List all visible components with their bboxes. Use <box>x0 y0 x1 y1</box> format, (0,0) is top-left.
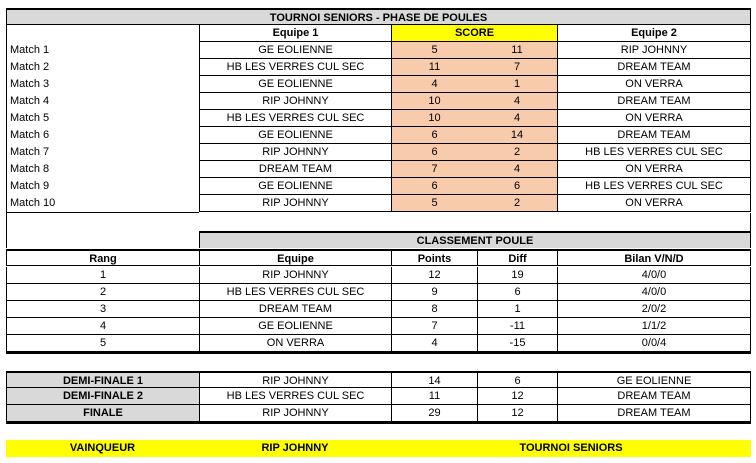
header-equipe[interactable]: Equipe <box>199 249 391 266</box>
classement-row <box>6 335 751 352</box>
match-team1[interactable]: DREAM TEAM <box>199 161 391 178</box>
classement-bilan[interactable]: 4/0/0 <box>557 284 751 301</box>
final-score1[interactable]: 11 <box>391 388 477 405</box>
final-row <box>6 405 751 422</box>
classement-rang[interactable]: 4 <box>6 318 199 335</box>
classement-diff[interactable]: 6 <box>477 284 557 301</box>
header-team1[interactable]: Equipe 1 <box>199 25 391 42</box>
classement-row <box>6 301 751 318</box>
match-team2[interactable]: ON VERRA <box>557 161 751 178</box>
header-team2[interactable]: Equipe 2 <box>557 25 751 42</box>
match-score1[interactable]: 11 <box>391 59 477 76</box>
match-score1[interactable]: 4 <box>391 76 477 93</box>
match-label[interactable]: Match 10 <box>6 195 199 212</box>
classement-title[interactable]: CLASSEMENT POULE <box>199 231 751 248</box>
classement-points[interactable]: 4 <box>391 335 477 352</box>
classement-row <box>6 318 751 335</box>
match-team2[interactable]: DREAM TEAM <box>557 59 751 76</box>
match-score2[interactable]: 11 <box>477 42 557 59</box>
match-team2[interactable]: HB LES VERRES CUL SEC <box>557 178 751 195</box>
final-score2[interactable]: 6 <box>477 371 557 388</box>
classement-row <box>6 267 751 284</box>
match-team1[interactable]: GE EOLIENNE <box>199 127 391 144</box>
match-row <box>6 110 751 127</box>
classement-bilan[interactable]: 2/0/2 <box>557 301 751 318</box>
match-team1[interactable]: RIP JOHNNY <box>199 93 391 110</box>
match-team1[interactable]: RIP JOHNNY <box>199 195 391 212</box>
winner-tournament[interactable]: TOURNOI SENIORS <box>519 442 623 454</box>
classement-rang[interactable]: 1 <box>6 267 199 284</box>
spacer-row <box>6 213 751 231</box>
classement-rang[interactable]: 5 <box>6 335 199 352</box>
final-team2[interactable]: DREAM TEAM <box>557 388 751 405</box>
match-score2[interactable]: 1 <box>477 76 557 93</box>
blank-header-cell[interactable] <box>6 25 199 42</box>
final-team1[interactable]: RIP JOHNNY <box>199 371 391 388</box>
classement-points[interactable]: 8 <box>391 301 477 318</box>
classement-points[interactable]: 9 <box>391 284 477 301</box>
match-score2[interactable]: 4 <box>477 161 557 178</box>
winner-team[interactable]: RIP JOHNNY <box>261 442 329 454</box>
final-label[interactable]: DEMI-FINALE 2 <box>6 388 199 405</box>
match-score1[interactable]: 6 <box>391 127 477 144</box>
classement-equipe[interactable]: ON VERRA <box>199 335 391 352</box>
match-row <box>6 161 751 178</box>
classement-row <box>6 284 751 301</box>
match-label[interactable]: Match 2 <box>6 59 199 76</box>
classement-diff[interactable]: -15 <box>477 335 557 352</box>
match-score1[interactable]: 6 <box>391 178 477 195</box>
match-label[interactable]: Match 1 <box>6 42 199 59</box>
winner-row <box>6 440 751 457</box>
classement-header-row <box>6 249 751 266</box>
match-team2[interactable]: HB LES VERRES CUL SEC <box>557 144 751 161</box>
match-score1[interactable]: 10 <box>391 93 477 110</box>
match-score2[interactable]: 7 <box>477 59 557 76</box>
match-row <box>6 178 751 195</box>
header-bilan[interactable]: Bilan V/N/D <box>557 249 751 266</box>
match-team2[interactable]: RIP JOHNNY <box>557 42 751 59</box>
classement-title-row <box>6 231 751 248</box>
match-row <box>6 195 751 212</box>
match-score2[interactable]: 2 <box>477 144 557 161</box>
match-row <box>6 76 751 93</box>
classement-equipe[interactable]: HB LES VERRES CUL SEC <box>199 284 391 301</box>
classement-equipe[interactable]: GE EOLIENNE <box>199 318 391 335</box>
classement-bilan[interactable]: 4/0/0 <box>557 267 751 284</box>
final-team2[interactable]: DREAM TEAM <box>557 405 751 422</box>
winner-label[interactable]: VAINQUEUR <box>69 442 136 454</box>
classement-bilan[interactable]: 1/1/2 <box>557 318 751 335</box>
match-score2[interactable]: 4 <box>477 110 557 127</box>
match-team1[interactable]: GE EOLIENNE <box>199 42 391 59</box>
classement-diff[interactable]: -11 <box>477 318 557 335</box>
classement-equipe[interactable]: DREAM TEAM <box>199 301 391 318</box>
finals-bottom-border <box>6 422 751 424</box>
match-label[interactable]: Match 4 <box>6 93 199 110</box>
final-label[interactable]: DEMI-FINALE 1 <box>6 371 199 388</box>
classement-equipe[interactable]: RIP JOHNNY <box>199 267 391 284</box>
header-diff[interactable]: Diff <box>477 249 557 266</box>
classement-bottom-border <box>6 352 751 354</box>
header-rang[interactable]: Rang <box>6 249 199 266</box>
sheet-title[interactable]: TOURNOI SENIORS - PHASE DE POULES <box>6 8 751 25</box>
match-score1[interactable]: 6 <box>391 144 477 161</box>
match-label[interactable]: Match 8 <box>6 161 199 178</box>
match-header-row <box>6 25 751 42</box>
match-team2[interactable]: DREAM TEAM <box>557 127 751 144</box>
classement-points[interactable]: 7 <box>391 318 477 335</box>
classement-bilan[interactable]: 0/0/4 <box>557 335 751 352</box>
final-team2[interactable]: GE EOLIENNE <box>557 371 751 388</box>
final-score2[interactable]: 12 <box>477 405 557 422</box>
final-label[interactable]: FINALE <box>6 405 199 422</box>
match-team1[interactable]: GE EOLIENNE <box>199 178 391 195</box>
match-score2[interactable]: 4 <box>477 93 557 110</box>
match-label[interactable]: Match 6 <box>6 127 199 144</box>
match-label[interactable]: Match 7 <box>6 144 199 161</box>
match-row <box>6 127 751 144</box>
match-team2[interactable]: DREAM TEAM <box>557 93 751 110</box>
header-score[interactable]: SCORE <box>391 25 557 42</box>
final-score1[interactable]: 29 <box>391 405 477 422</box>
title-row <box>6 8 751 25</box>
classement-blank-cell[interactable] <box>6 231 199 248</box>
match-score2[interactable]: 2 <box>477 195 557 212</box>
match-label[interactable]: Match 3 <box>6 76 199 93</box>
match-team1[interactable]: HB LES VERRES CUL SEC <box>199 59 391 76</box>
classement-diff[interactable]: 1 <box>477 301 557 318</box>
match-score2[interactable]: 14 <box>477 127 557 144</box>
classement-diff[interactable]: 19 <box>477 267 557 284</box>
final-team1[interactable]: HB LES VERRES CUL SEC <box>199 388 391 405</box>
header-points[interactable]: Points <box>391 249 477 266</box>
match-row <box>6 93 751 110</box>
final-score2[interactable]: 12 <box>477 388 557 405</box>
match-row <box>6 59 751 76</box>
match-team1[interactable]: GE EOLIENNE <box>199 76 391 93</box>
final-score1[interactable]: 14 <box>391 371 477 388</box>
match-score1[interactable]: 10 <box>391 110 477 127</box>
match-team1[interactable]: RIP JOHNNY <box>199 144 391 161</box>
final-row <box>6 371 751 388</box>
match-team1[interactable]: HB LES VERRES CUL SEC <box>199 110 391 127</box>
classement-points[interactable]: 12 <box>391 267 477 284</box>
match-score1[interactable]: 7 <box>391 161 477 178</box>
match-score1[interactable]: 5 <box>391 42 477 59</box>
final-row <box>6 388 751 405</box>
classement-rang[interactable]: 2 <box>6 284 199 301</box>
match-row <box>6 144 751 161</box>
match-team2[interactable]: ON VERRA <box>557 110 751 127</box>
classement-rang[interactable]: 3 <box>6 301 199 318</box>
match-score2[interactable]: 6 <box>477 178 557 195</box>
match-label[interactable]: Match 5 <box>6 110 199 127</box>
match-row <box>6 42 751 59</box>
match-label[interactable]: Match 9 <box>6 178 199 195</box>
match-team2[interactable]: ON VERRA <box>557 195 751 212</box>
final-team1[interactable]: RIP JOHNNY <box>199 405 391 422</box>
match-team2[interactable]: ON VERRA <box>557 76 751 93</box>
match-score1[interactable]: 5 <box>391 195 477 212</box>
